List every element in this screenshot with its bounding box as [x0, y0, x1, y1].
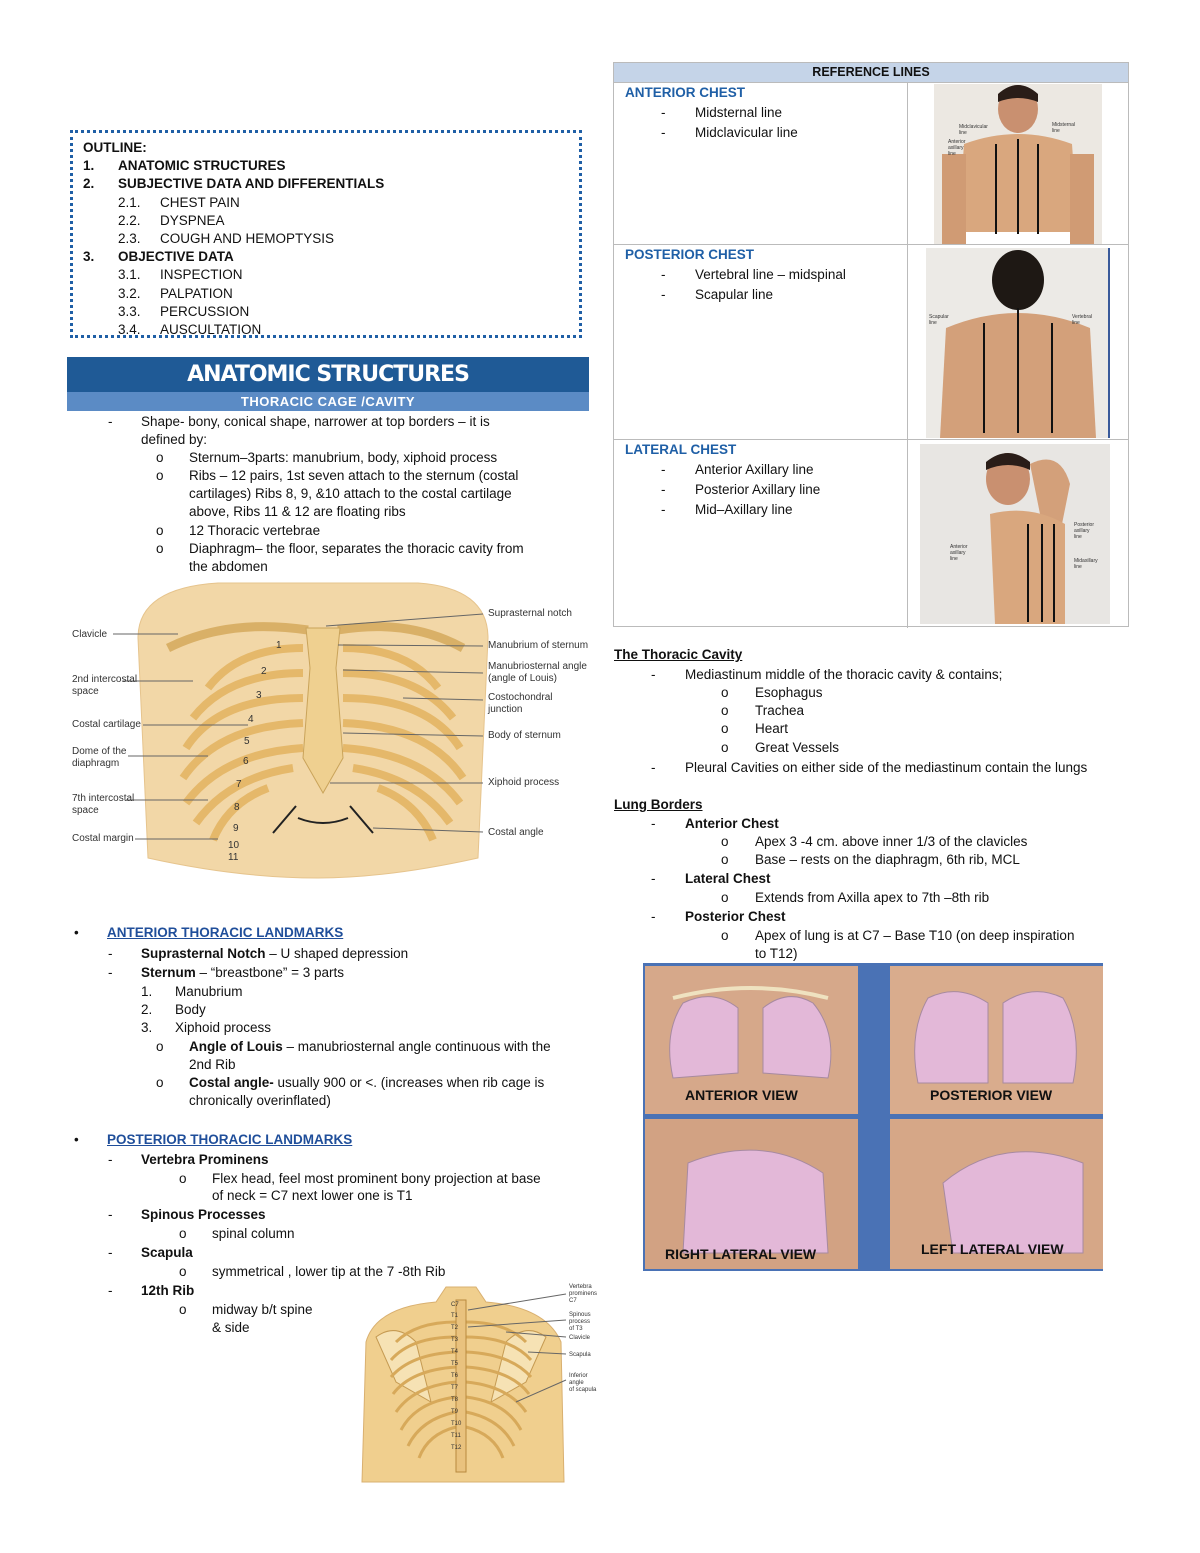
list-text: Body	[175, 1002, 206, 1017]
o-bullet: o	[179, 1264, 187, 1279]
outline-item	[83, 285, 569, 303]
o-bullet: o	[156, 523, 164, 538]
definition: & side	[212, 1320, 250, 1335]
rib-number: 4	[248, 714, 254, 725]
spine-label: T5	[451, 1361, 459, 1367]
reference-line-item: Mid–Axillary line	[695, 502, 793, 517]
dash-bullet: -	[108, 414, 113, 429]
reference-line-item: Posterior Axillary line	[695, 482, 821, 497]
anterior-chest-row	[614, 82, 1128, 245]
outline-text: CHEST PAIN	[160, 194, 240, 210]
rib-number: 11	[228, 852, 239, 863]
lung-views-figure	[643, 963, 1103, 1271]
cell-divider	[907, 83, 908, 245]
photo-label: line	[1074, 534, 1082, 540]
dash-bullet: -	[651, 667, 656, 682]
cage-line: Sternum–3parts: manubrium, body, xiphoid process	[189, 450, 498, 465]
outline-text: COUGH AND HEMOPTYSIS	[160, 230, 335, 246]
figure-label: space	[72, 686, 99, 697]
o-bullet: o	[179, 1226, 187, 1241]
photo-label: Vertebral	[1072, 314, 1093, 320]
back-skeleton-figure	[356, 1282, 604, 1487]
term: Vertebra Prominens	[141, 1152, 269, 1167]
outline-item	[83, 321, 569, 339]
outline-box	[70, 130, 582, 338]
anterior-chest-photo-drawing	[934, 84, 1102, 244]
figure-label: Manubriosternal angle	[488, 661, 587, 672]
outline-text: DYSPNEA	[160, 212, 225, 228]
o-bullet: o	[156, 1039, 164, 1054]
o-bullet: o	[721, 890, 729, 905]
o-bullet: o	[156, 450, 164, 465]
dash-bullet: -	[661, 502, 666, 517]
cage-line: above, Ribs 11 & 12 are floating ribs	[189, 504, 406, 519]
outline-text: OBJECTIVE DATA	[118, 249, 234, 265]
figure-label: Dome of the	[72, 746, 127, 757]
rib-number: 2	[261, 666, 267, 677]
photo-label: line	[929, 320, 937, 326]
dash-bullet: -	[661, 125, 666, 140]
outline-num: 2.3.	[118, 230, 141, 246]
outline-text: AUSCULTATION	[160, 321, 262, 337]
costal-line	[189, 1075, 544, 1090]
o-bullet: o	[721, 721, 729, 736]
reference-line-item: Midsternal line	[695, 105, 783, 120]
spine-label: C7	[451, 1302, 459, 1308]
outline-text: ANATOMIC STRUCTURES	[118, 158, 286, 174]
lateral-chest-photo	[920, 444, 1110, 624]
spine-label: T4	[451, 1349, 459, 1355]
dash-bullet: -	[108, 1283, 113, 1298]
photo-label: Anterior	[948, 139, 966, 145]
reference-line-item: Midclavicular line	[695, 125, 798, 140]
pleural-text: Pleural Cavities on either side of the mediastinum contain the lungs	[685, 760, 1088, 775]
figure-label: Costal margin	[72, 833, 134, 844]
definition: chronically overinflated)	[189, 1093, 331, 1108]
photo-label: Midclavicular	[959, 124, 988, 130]
figure-label: Costal angle	[488, 827, 544, 838]
cage-line: the abdomen	[189, 559, 268, 574]
list-num: 2.	[141, 1002, 153, 1017]
definition: usually 900 or <. (increases when rib cage is	[273, 1075, 545, 1090]
term: Scapula	[141, 1245, 193, 1260]
dash-bullet: -	[661, 105, 666, 120]
o-bullet: o	[721, 928, 729, 943]
cage-line: Ribs – 12 pairs, 1st seven attach to the sternum (costal	[189, 468, 519, 483]
o-bullet: o	[156, 541, 164, 556]
o-bullet: o	[721, 852, 729, 867]
photo-label: axillary	[948, 145, 964, 151]
posterior-landmarks-heading: POSTERIOR THORACIC LANDMARKS	[107, 1132, 353, 1147]
spine-label: T2	[451, 1325, 459, 1331]
outline-num: 3.4.	[118, 321, 141, 337]
photo-label: Scapular	[929, 314, 949, 320]
photo-label: Midsternal	[1052, 122, 1076, 128]
figure-label: Costal cartilage	[72, 719, 141, 730]
figure-label: Vertebra	[569, 1284, 592, 1290]
lung-borders-heading: Lung Borders	[614, 797, 703, 812]
lateral-chest-title: LATERAL CHEST	[625, 442, 737, 457]
cage-line: 12 Thoracic vertebrae	[189, 523, 321, 538]
lung-border-item: to T12)	[755, 946, 798, 961]
outline-item	[83, 248, 569, 266]
thoracic-cavity-heading: The Thoracic Cavity	[614, 647, 743, 662]
term: Sternum	[141, 965, 196, 980]
definition: – U shaped depression	[265, 946, 409, 961]
photo-label: Midaxillary	[1074, 558, 1098, 564]
term: Lateral Chest	[685, 871, 771, 886]
dash-bullet: -	[108, 965, 113, 980]
reference-line-item: Anterior Axillary line	[695, 462, 814, 477]
section-banner: ANATOMIC STRUCTURES	[67, 357, 589, 392]
back-skeleton-illustration	[356, 1282, 604, 1487]
dash-bullet: -	[651, 760, 656, 775]
term: Suprasternal Notch	[141, 946, 266, 961]
photo-label: axillary	[950, 550, 966, 556]
cell-divider	[907, 440, 908, 628]
term: Spinous Processes	[141, 1207, 266, 1222]
definition: – manubriosternal angle continuous with the	[282, 1039, 551, 1054]
figure-label: Scapula	[569, 1352, 591, 1358]
lung-border-item: Extends from Axilla apex to 7th –8th rib	[755, 890, 990, 905]
mediastinum-text: Mediastinum middle of the thoracic cavity & contains;	[685, 667, 1003, 682]
round-bullet: •	[74, 1132, 79, 1147]
o-bullet: o	[721, 703, 729, 718]
o-bullet: o	[721, 685, 729, 700]
o-bullet: o	[156, 468, 164, 483]
definition: 2nd Rib	[189, 1057, 236, 1072]
anterior-chest-title: ANTERIOR CHEST	[625, 85, 746, 100]
dash-bullet: -	[108, 1207, 113, 1222]
list-num: 1.	[141, 984, 153, 999]
outline-item	[83, 157, 569, 175]
cage-line: cartilages) Ribs 8, 9, &10 attach to the costal cartilage	[189, 486, 512, 501]
term: Angle of Louis	[189, 1039, 283, 1054]
dash-bullet: -	[108, 1245, 113, 1260]
definition: Flex head, feel most prominent bony projection at base	[212, 1171, 541, 1186]
lung-border-item: Base – rests on the diaphragm, 6th rib, MCL	[755, 852, 1020, 867]
posterior-chest-photo-drawing	[926, 248, 1110, 438]
photo-label: line	[1072, 320, 1080, 326]
lung-views-drawing	[643, 963, 1103, 1271]
mediastinum-content: Esophagus	[755, 685, 823, 700]
spine-label: T7	[451, 1385, 459, 1391]
spine-label: T9	[451, 1409, 459, 1415]
right-lateral-view-label: RIGHT LATERAL VIEW	[665, 1246, 817, 1262]
lateral-chest-row	[614, 439, 1128, 628]
definition: of neck = C7 next lower one is T1	[212, 1188, 413, 1203]
o-bullet: o	[179, 1302, 187, 1317]
anterior-landmarks-heading: ANTERIOR THORACIC LANDMARKS	[107, 925, 344, 940]
photo-label: line	[950, 556, 958, 562]
cage-line: Shape- bony, conical shape, narrower at top borders – it is	[141, 414, 490, 429]
reference-lines-table	[613, 62, 1129, 627]
spine-label: T3	[451, 1337, 459, 1343]
mediastinum-content: Great Vessels	[755, 740, 840, 755]
posterior-chest-title: POSTERIOR CHEST	[625, 247, 755, 262]
figure-label: Suprasternal notch	[488, 608, 572, 619]
spine-label: T8	[451, 1397, 459, 1403]
photo-label: line	[1074, 564, 1082, 570]
mediastinum-content: Heart	[755, 721, 789, 736]
rib-number: 9	[233, 823, 239, 834]
figure-label: (angle of Louis)	[488, 673, 557, 684]
outline-text: PERCUSSION	[160, 303, 250, 319]
outline-text: PALPATION	[160, 285, 233, 301]
o-bullet: o	[721, 834, 729, 849]
figure-label: Xiphoid process	[488, 777, 560, 788]
reference-line-item: Vertebral line – midspinal	[695, 267, 846, 282]
outline-item	[83, 230, 569, 248]
photo-label: Posterior	[1074, 522, 1095, 528]
spine-label: T10	[451, 1421, 462, 1427]
rib-number: 8	[234, 802, 240, 813]
posterior-chest-row	[614, 244, 1128, 440]
term: 12th Rib	[141, 1283, 195, 1298]
figure-label: Inferior	[569, 1373, 588, 1379]
outline-num: 3.1.	[118, 267, 141, 283]
definition: – “breastbone” = 3 parts	[195, 965, 344, 980]
lung-border-item: Apex 3 -4 cm. above inner 1/3 of the clavicles	[755, 834, 1028, 849]
dash-bullet: -	[108, 1152, 113, 1167]
photo-label: line	[948, 151, 956, 157]
reference-lines-header: REFERENCE LINES	[614, 63, 1128, 82]
rib-number: 6	[243, 756, 249, 767]
outline-text: INSPECTION	[160, 267, 243, 283]
outline-num: 3.	[83, 249, 95, 265]
definition: symmetrical , lower tip at the 7 -8th Rib	[212, 1264, 446, 1279]
rib-number: 7	[236, 779, 242, 790]
sternum-line	[141, 965, 344, 980]
outline-item	[83, 266, 569, 284]
figure-label: of T3	[569, 1326, 583, 1332]
definition: spinal column	[212, 1226, 295, 1241]
term: Costal angle-	[189, 1075, 274, 1090]
rib-number: 5	[244, 736, 250, 747]
o-bullet: o	[179, 1171, 187, 1186]
figure-label: 7th intercostal	[72, 793, 135, 804]
anterior-chest-photo	[934, 84, 1102, 244]
dash-bullet: -	[108, 946, 113, 961]
outline-num: 2.1.	[118, 194, 141, 210]
dash-bullet: -	[661, 287, 666, 302]
term: Anterior Chest	[685, 816, 779, 831]
lung-border-item: Apex of lung is at C7 – Base T10 (on deep inspiration	[755, 928, 1075, 943]
figure-label: diaphragm	[72, 758, 120, 769]
outline-item	[83, 194, 569, 212]
spine-label: T1	[451, 1313, 459, 1319]
figure-label: Costochondral	[488, 692, 553, 703]
dash-bullet: -	[651, 871, 656, 886]
mediastinum-content: Trachea	[755, 703, 805, 718]
outline-item	[83, 303, 569, 321]
outline-num: 3.3.	[118, 303, 141, 319]
spine-label: T12	[451, 1445, 462, 1451]
outline-item	[83, 212, 569, 230]
dash-bullet: -	[661, 462, 666, 477]
figure-label: Body of sternum	[488, 730, 561, 741]
outline-num: 1.	[83, 158, 95, 174]
photo-label: Anterior	[950, 544, 968, 550]
outline-num: 2.	[83, 176, 95, 192]
dash-bullet: -	[661, 267, 666, 282]
section-subbanner: THORACIC CAGE /CAVITY	[67, 392, 589, 411]
dash-bullet: -	[661, 482, 666, 497]
list-text: Xiphoid process	[175, 1020, 272, 1035]
anterior-view-label: ANTERIOR VIEW	[685, 1087, 798, 1103]
figure-label: Clavicle	[72, 629, 108, 640]
outline-title: OUTLINE:	[83, 140, 147, 155]
rib-number: 10	[228, 840, 240, 851]
rib-number: 1	[276, 640, 282, 651]
term: Posterior Chest	[685, 909, 786, 924]
cage-line: Diaphragm– the floor, separates the thoracic cavity from	[189, 541, 524, 556]
figure-label: junction	[488, 704, 523, 715]
photo-label: line	[959, 130, 967, 136]
rib-number: 3	[256, 690, 262, 701]
o-bullet: o	[721, 740, 729, 755]
o-bullet: o	[156, 1075, 164, 1090]
posterior-chest-photo	[926, 248, 1110, 438]
reference-line-item: Scapular line	[695, 287, 774, 302]
figure-label: angle	[569, 1380, 584, 1386]
posterior-view-label: POSTERIOR VIEW	[930, 1087, 1053, 1103]
photo-label: axillary	[1074, 528, 1090, 534]
cage-line: defined by:	[141, 432, 208, 447]
outline-num: 3.2.	[118, 285, 141, 301]
ribcage-figure	[68, 578, 588, 883]
figure-label: process	[569, 1319, 591, 1325]
figure-label: Clavicle	[569, 1335, 591, 1341]
outline-title-row	[83, 139, 569, 157]
left-lateral-view-label: LEFT LATERAL VIEW	[921, 1241, 1064, 1257]
suprasternal-line	[141, 946, 408, 961]
figure-label: C7	[569, 1298, 577, 1304]
figure-label: prominens	[569, 1291, 598, 1297]
figure-label: of scapula	[569, 1387, 597, 1393]
dash-bullet: -	[651, 816, 656, 831]
figure-label: space	[72, 805, 99, 816]
louis-line	[189, 1039, 551, 1054]
list-text: Manubrium	[175, 984, 243, 999]
figure-label: 2nd intercostal	[72, 674, 138, 685]
cell-divider	[907, 245, 908, 440]
figure-label: Manubrium of sternum	[488, 640, 589, 651]
figure-label: Spinous	[569, 1312, 591, 1318]
spine-label: T6	[451, 1373, 459, 1379]
outline-item	[83, 175, 569, 193]
list-num: 3.	[141, 1020, 153, 1035]
spine-label: T11	[451, 1433, 461, 1439]
round-bullet: •	[74, 925, 79, 940]
dash-bullet: -	[651, 909, 656, 924]
outline-num: 2.2.	[118, 212, 141, 228]
photo-label: line	[1052, 128, 1060, 134]
outline-text: SUBJECTIVE DATA AND DIFFERENTIALS	[118, 176, 385, 192]
definition: midway b/t spine	[212, 1302, 313, 1317]
